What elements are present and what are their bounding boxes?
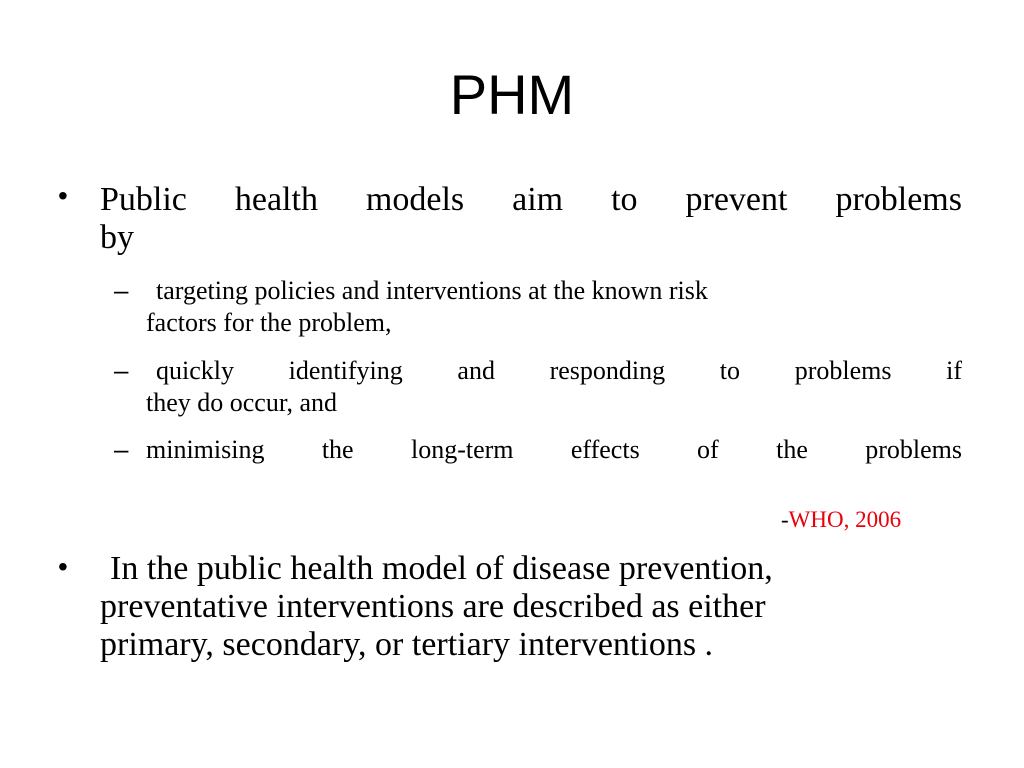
- bullet-2-line-1: In the public health model of disease prevention,: [110, 550, 773, 587]
- citation: [781, 505, 901, 535]
- bullet-marker: •: [58, 551, 68, 582]
- sub-bullet-1-line-1: targeting policies and interventions at the known risk: [156, 276, 708, 305]
- sub-bullet-1-line-2: factors for the problem,: [146, 308, 392, 337]
- dash-marker: –: [114, 434, 129, 464]
- citation-dash: -: [781, 507, 789, 532]
- bullet-2-text: [100, 550, 962, 664]
- bullet-1-line-1: Public health models aim to prevent problems: [100, 181, 962, 218]
- bullet-1-line-2: by: [100, 219, 134, 256]
- sub-bullet-3-line-1: minimising the long-term effects of the problems: [146, 435, 962, 464]
- sub-bullet-2-line-2: they do occur, and: [146, 388, 338, 417]
- sub-bullet-2-line-1: quickly identifying and responding to problems if: [156, 356, 962, 385]
- dash-marker: –: [114, 355, 129, 385]
- bullet-1-text: [100, 181, 962, 257]
- slide-title: PHM: [449, 63, 575, 126]
- bullet-2-line-2: preventative interventions are described as either: [100, 588, 766, 625]
- citation-text: WHO, 2006: [788, 507, 902, 532]
- dash-marker: –: [114, 275, 129, 305]
- bullet-marker: •: [58, 180, 68, 211]
- bullet-2-line-3: primary, secondary, or tertiary interventions .: [100, 626, 714, 663]
- sub-bullet-2: [146, 355, 962, 419]
- sub-bullet-3: [146, 434, 962, 466]
- sub-bullet-1: [146, 275, 962, 339]
